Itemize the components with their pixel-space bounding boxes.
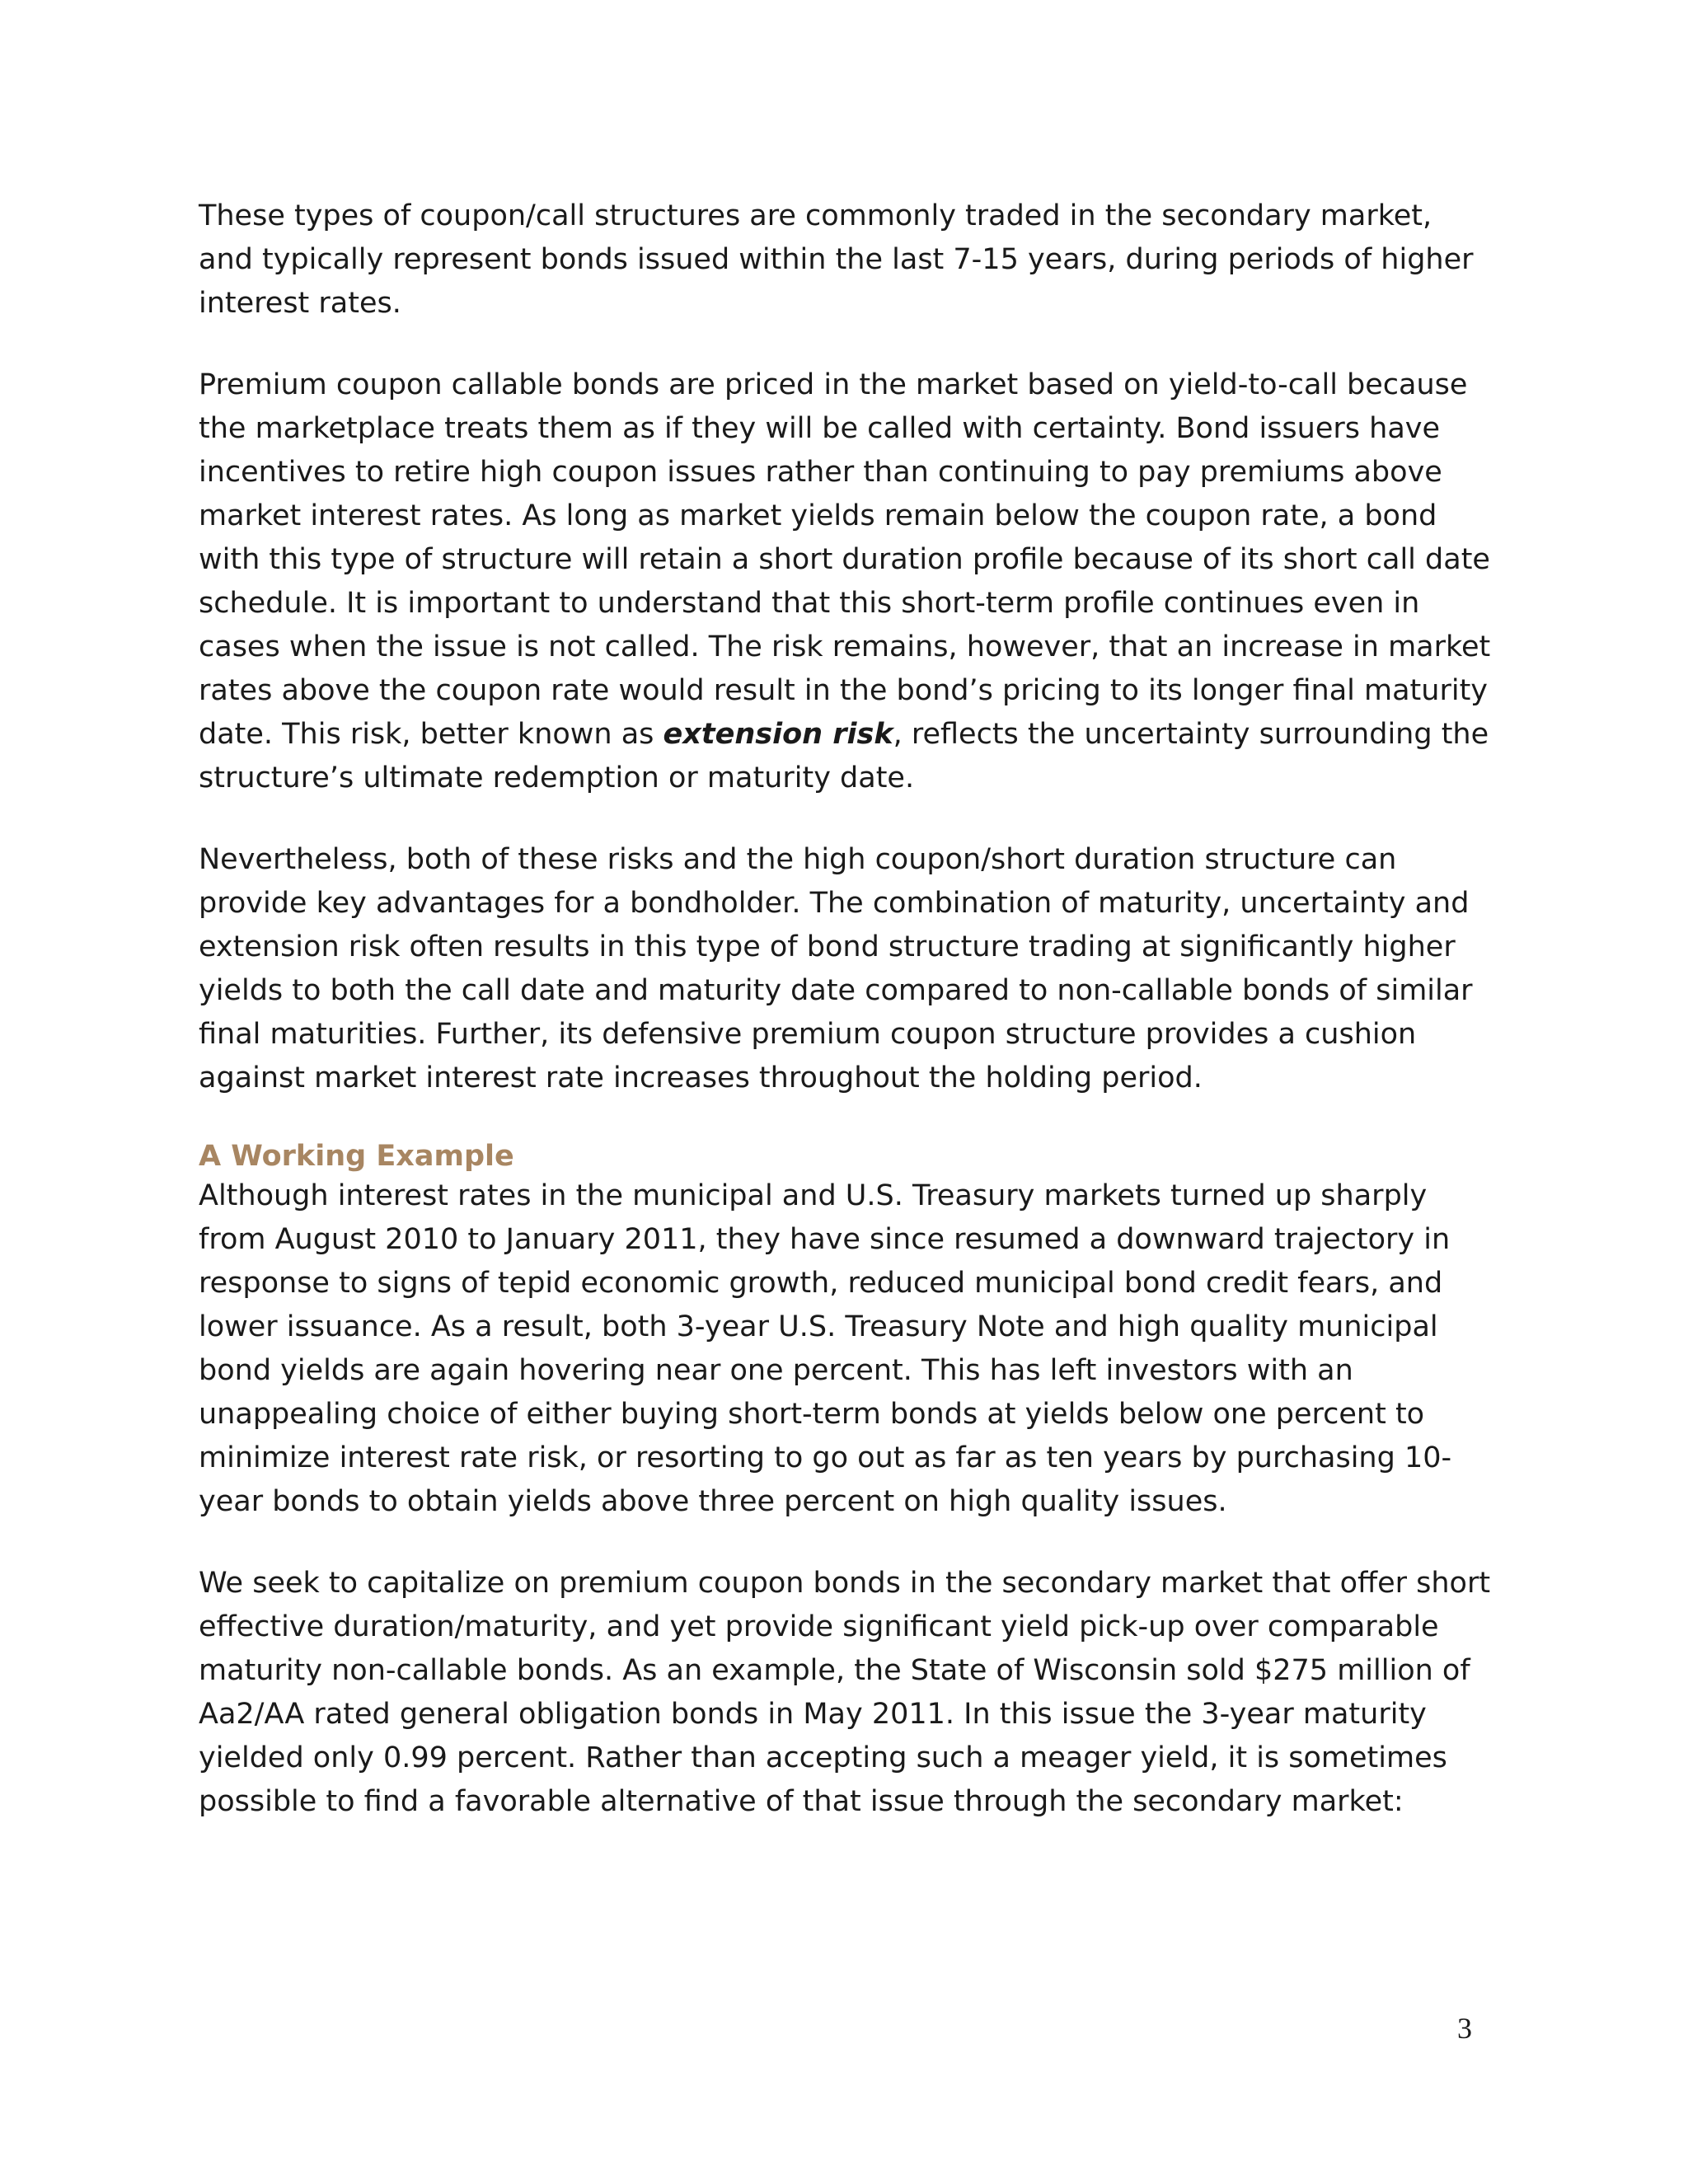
- document-body: [199, 194, 1493, 1824]
- paragraph-capitalize: We seek to capitalize on premium coupon bonds in the secondary market that offer short effective duration/maturity, and yet provide significant yield pick-up over comparable maturity non-callable bonds. As an example, the State of Wisconsin sold $275 million of Aa2/AA rated general obligation bonds in May 2011. In this issue the 3-year maturity yielded only 0.99 percent. Rather than accepting such a meager yield, it is sometimes possible to find a favorable alternative of that issue through the secondary market:: [199, 1567, 1491, 1818]
- paragraph-text: , reflects the uncertainty surrounding the structure’s ultimate redemption or maturity date.: [199, 718, 1489, 794]
- paragraph-text: Premium coupon callable bonds are priced in the market based on yield-to-call because the marketplace treats them as if they will be called with certainty. Bond issuers have incentives to retire high coupon issues rather than continuing to pay premiums above market interest rates. As long as market yields remain below the coupon rate, a bond with this type of structure will retain a short duration profile because of its short call date schedule. It is important to understand that this short-term profile continues even in cases when the issue is not called. The risk remains, however, that an increase in market rates above the coupon rate would result in the bond’s pricing to its longer final maturity date. This risk, better known as: [199, 368, 1491, 751]
- paragraph-interest-rates: Although interest rates in the municipal and U.S. Treasury markets turned up sharply from August 2010 to January 2011, they have since resumed a downward trajectory in response to signs of tepid economic growth, reduced municipal bond credit fears, and lower issuance. As a result, both 3-year U.S. Treasury Note and high quality municipal bond yields are again hovering near one percent. This has left investors with an unappealing choice of either buying short-term bonds at yields below one percent to minimize interest rate risk, or resorting to go out as far as ten years by purchasing 10-year bonds to obtain yields above three percent on high quality issues.: [199, 1179, 1452, 1518]
- paragraph-nevertheless: Nevertheless, both of these risks and the high coupon/short duration structure can provide key advantages for a bondholder. The combination of maturity, uncertainty and extension risk often results in this type of bond structure trading at significantly higher yields to both the call date and maturity date compared to non-callable bonds of similar final maturities. Further, its defensive premium coupon structure provides a cushion against market interest rate increases throughout the holding period.: [199, 843, 1473, 1094]
- paragraph-premium-coupon-callable: [199, 363, 1493, 800]
- extension-risk-term: extension risk: [663, 718, 893, 751]
- page-number: 3: [1457, 2012, 1472, 2045]
- paragraph-coupon-call-structures: These types of coupon/call structures are commonly traded in the secondary market, and typically represent bonds issued within the last 7-15 years, during periods of higher interest rates.: [199, 199, 1474, 320]
- section-heading: A Working Example: [199, 1140, 514, 1173]
